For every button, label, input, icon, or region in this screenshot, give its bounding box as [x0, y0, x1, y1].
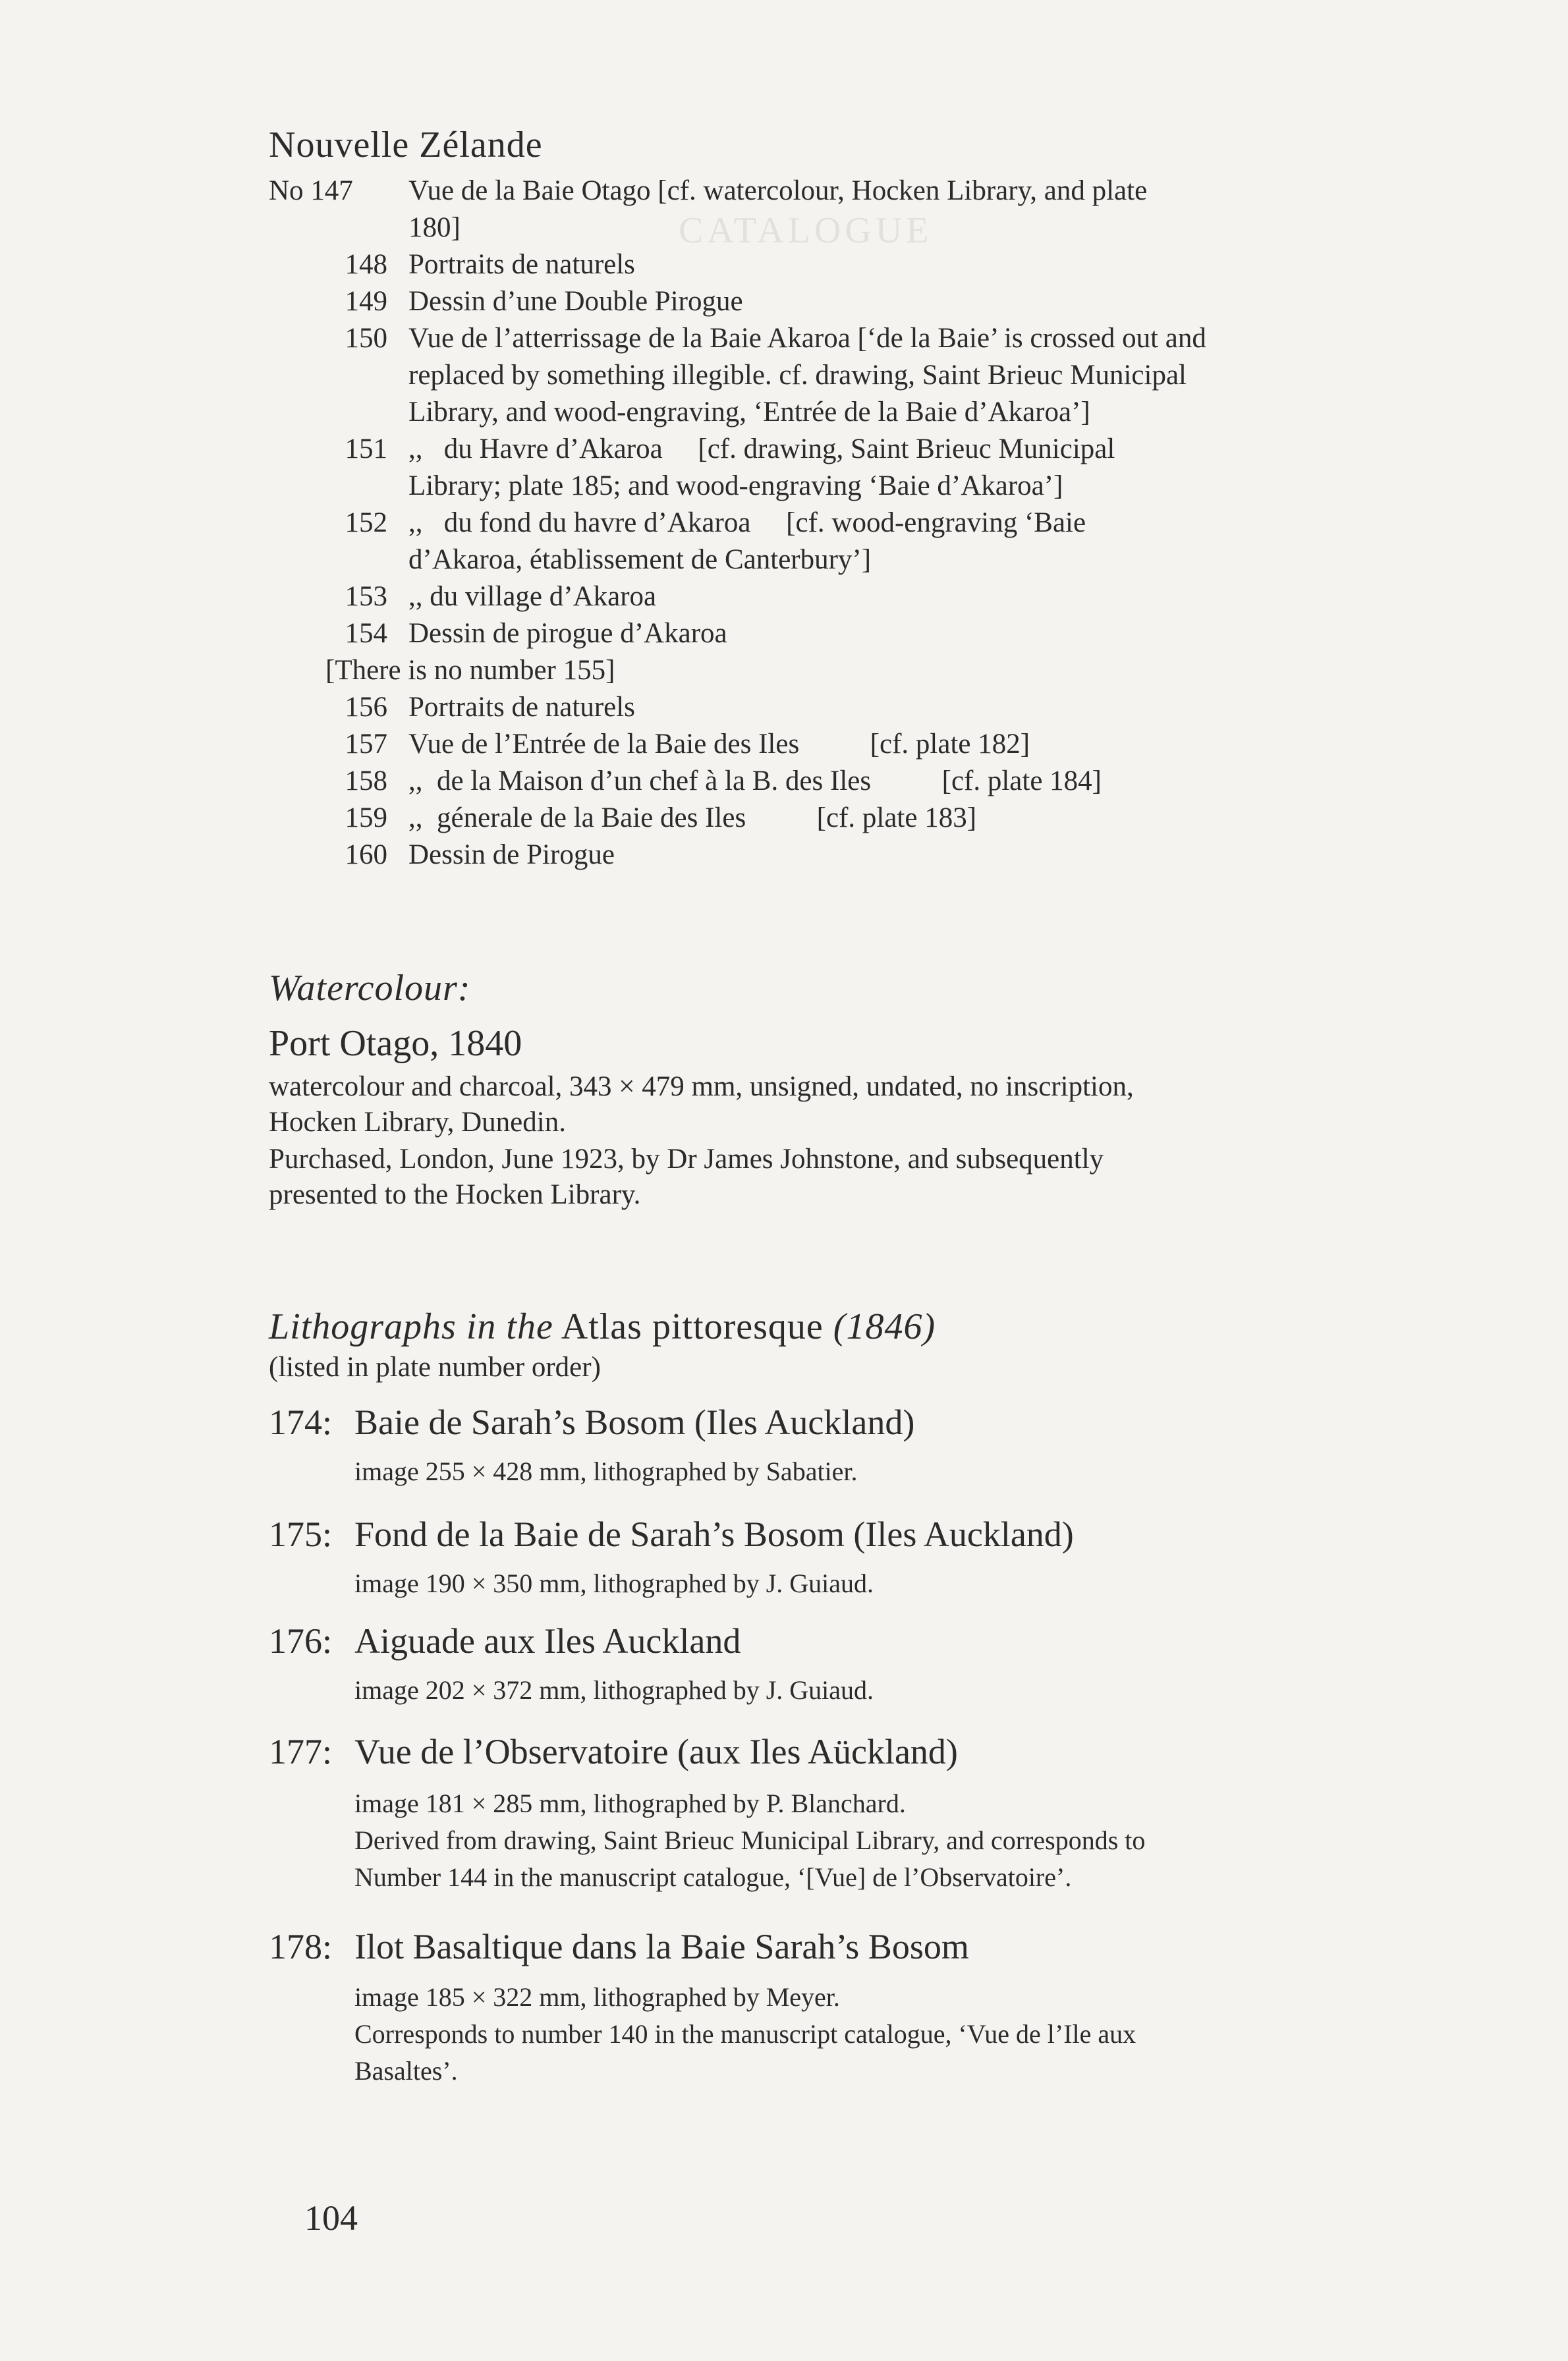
nz-entry [269, 689, 1405, 726]
plate-detail-line: image 185 × 322 mm, lithographed by Meyer. [354, 1982, 840, 2012]
entry-number: 148 [345, 249, 387, 280]
plate-detail-line: image 190 × 350 mm, lithographed by J. Guiaud. [354, 1569, 874, 1598]
nz-entry [269, 837, 1405, 874]
plate-detail-line: Number 144 in the manuscript catalogue, ‘[Vue] de l’Observatoire’. [354, 1862, 1072, 1892]
nz-entry [269, 283, 1405, 320]
entry-text: 180] [408, 212, 461, 243]
entry-text: Library, and wood-engraving, ‘Entrée de la Baie d’Akaroa’] [408, 397, 1090, 428]
entry-text: ,, du village d’Akaroa [408, 581, 657, 612]
entry-number: 156 [345, 692, 387, 723]
section-heading-watercolour: Watercolour: [269, 968, 471, 1009]
entry-text: replaced by something illegible. cf. drawing, Saint Brieuc Municipal [408, 360, 1187, 391]
heading-year: (1846) [833, 1306, 936, 1347]
page-number: 104 [304, 2198, 358, 2238]
entry-number: 158 [345, 765, 387, 796]
nz-entry [269, 320, 1405, 431]
plate-title: Fond de la Baie de Sarah’s Bosom (Iles Auckland) [354, 1514, 1074, 1554]
entry-number: No 147 [269, 175, 353, 206]
entry-number: 160 [345, 839, 387, 870]
entry-text: Library; plate 185; and wood-engraving ‘Baie d’Akaroa’] [408, 470, 1063, 501]
entry-text: ,, du Havre d’Akaroa [cf. drawing, Saint Brieuc Municipal [408, 433, 1115, 464]
entry-number: 152 [345, 507, 387, 538]
entry-number: 149 [345, 286, 387, 317]
watercolour-desc-line: Hocken Library, Dunedin. [269, 1107, 566, 1138]
plate-detail-line: Corresponds to number 140 in the manuscript catalogue, ‘Vue de l’Ile aux [354, 2019, 1136, 2049]
entry-text: ,, de la Maison d’un chef à la B. des Iles [cf. plate 184] [408, 765, 1102, 796]
watercolour-provenance-line: Purchased, London, June 1923, by Dr James Johnstone, and subsequently [269, 1144, 1104, 1175]
entry-text: d’Akaroa, établissement de Canterbury’] [408, 544, 872, 575]
entry-number: 153 [345, 581, 387, 612]
plate-detail-line: image 181 × 285 mm, lithographed by P. Blanchard. [354, 1789, 906, 1818]
plate-title: Vue de l’Observatoire (aux Iles Aückland) [354, 1732, 958, 1771]
entry-text: Portraits de naturels [408, 249, 635, 280]
nz-entry [269, 431, 1405, 505]
entry-text: Portraits de naturels [408, 692, 635, 723]
section-heading-nouvelle-zelande: Nouvelle Zélande [269, 125, 543, 165]
nz-entry [269, 800, 1405, 837]
entry-text: Dessin de pirogue d’Akaroa [408, 618, 727, 649]
entry-text: Dessin de Pirogue [408, 839, 615, 870]
nz-entry [269, 726, 1405, 763]
plate-title: Aiguade aux Iles Auckland [354, 1621, 741, 1661]
nz-entry [269, 505, 1405, 578]
watercolour-provenance-line: presented to the Hocken Library. [269, 1179, 641, 1210]
entry-number: 157 [345, 729, 387, 760]
plate-number: 176: [269, 1621, 333, 1661]
entry-text: ,, du fond du havre d’Akaroa [cf. wood-engraving ‘Baie [408, 507, 1086, 538]
plate-number: 178: [269, 1927, 333, 1966]
plate-title: Baie de Sarah’s Bosom (Iles Auckland) [354, 1403, 915, 1442]
entry-text: Vue de l’Entrée de la Baie des Iles [cf. plate 182] [408, 729, 1030, 760]
watercolour-desc-line: watercolour and charcoal, 343 × 479 mm, unsigned, undated, no inscription, [269, 1071, 1134, 1102]
nz-entry-note [269, 652, 1405, 689]
nz-entry [269, 578, 1405, 615]
plate-title: Ilot Basaltique dans la Baie Sarah’s Bosom [354, 1927, 969, 1966]
entry-text: Vue de la Baie Otago [cf. watercolour, Hocken Library, and plate [408, 175, 1148, 206]
nz-entry [269, 173, 1405, 246]
entry-number: 150 [345, 323, 387, 354]
nz-entry [269, 763, 1405, 800]
plate-detail-line: image 255 × 428 mm, lithographed by Sabatier. [354, 1457, 858, 1486]
lithographs-subheading: (listed in plate number order) [269, 1352, 601, 1383]
heading-atlas-title: Atlas pittoresque [561, 1306, 824, 1347]
entry-text: ,, génerale de la Baie des Iles [cf. plate 183] [408, 802, 977, 833]
plate-number: 175: [269, 1514, 333, 1554]
entry-number: 159 [345, 802, 387, 833]
nz-entry-list [269, 173, 1405, 874]
plate-detail-line: image 202 × 372 mm, lithographed by J. Guiaud. [354, 1675, 874, 1705]
watercolour-title: Port Otago, 1840 [269, 1023, 522, 1064]
section-heading-lithographs [269, 1306, 936, 1348]
nz-entry [269, 246, 1405, 283]
plate-number: 177: [269, 1732, 333, 1771]
entry-text: Vue de l’atterrissage de la Baie Akaroa [‘de la Baie’ is crossed out and [408, 323, 1206, 354]
heading-italic-part: Lithographs in the [269, 1306, 553, 1347]
plate-detail-line: Basaltes’. [354, 2056, 458, 2086]
entry-number: 154 [345, 618, 387, 649]
nz-entry [269, 615, 1405, 652]
entry-text: [There is no number 155] [325, 655, 615, 686]
plate-detail-line: Derived from drawing, Saint Brieuc Municipal Library, and corresponds to [354, 1825, 1146, 1855]
entry-text: Dessin d’une Double Pirogue [408, 286, 743, 317]
entry-number: 151 [345, 433, 387, 464]
plate-number: 174: [269, 1403, 333, 1442]
show-through-title: CATALOGUE [679, 210, 933, 251]
